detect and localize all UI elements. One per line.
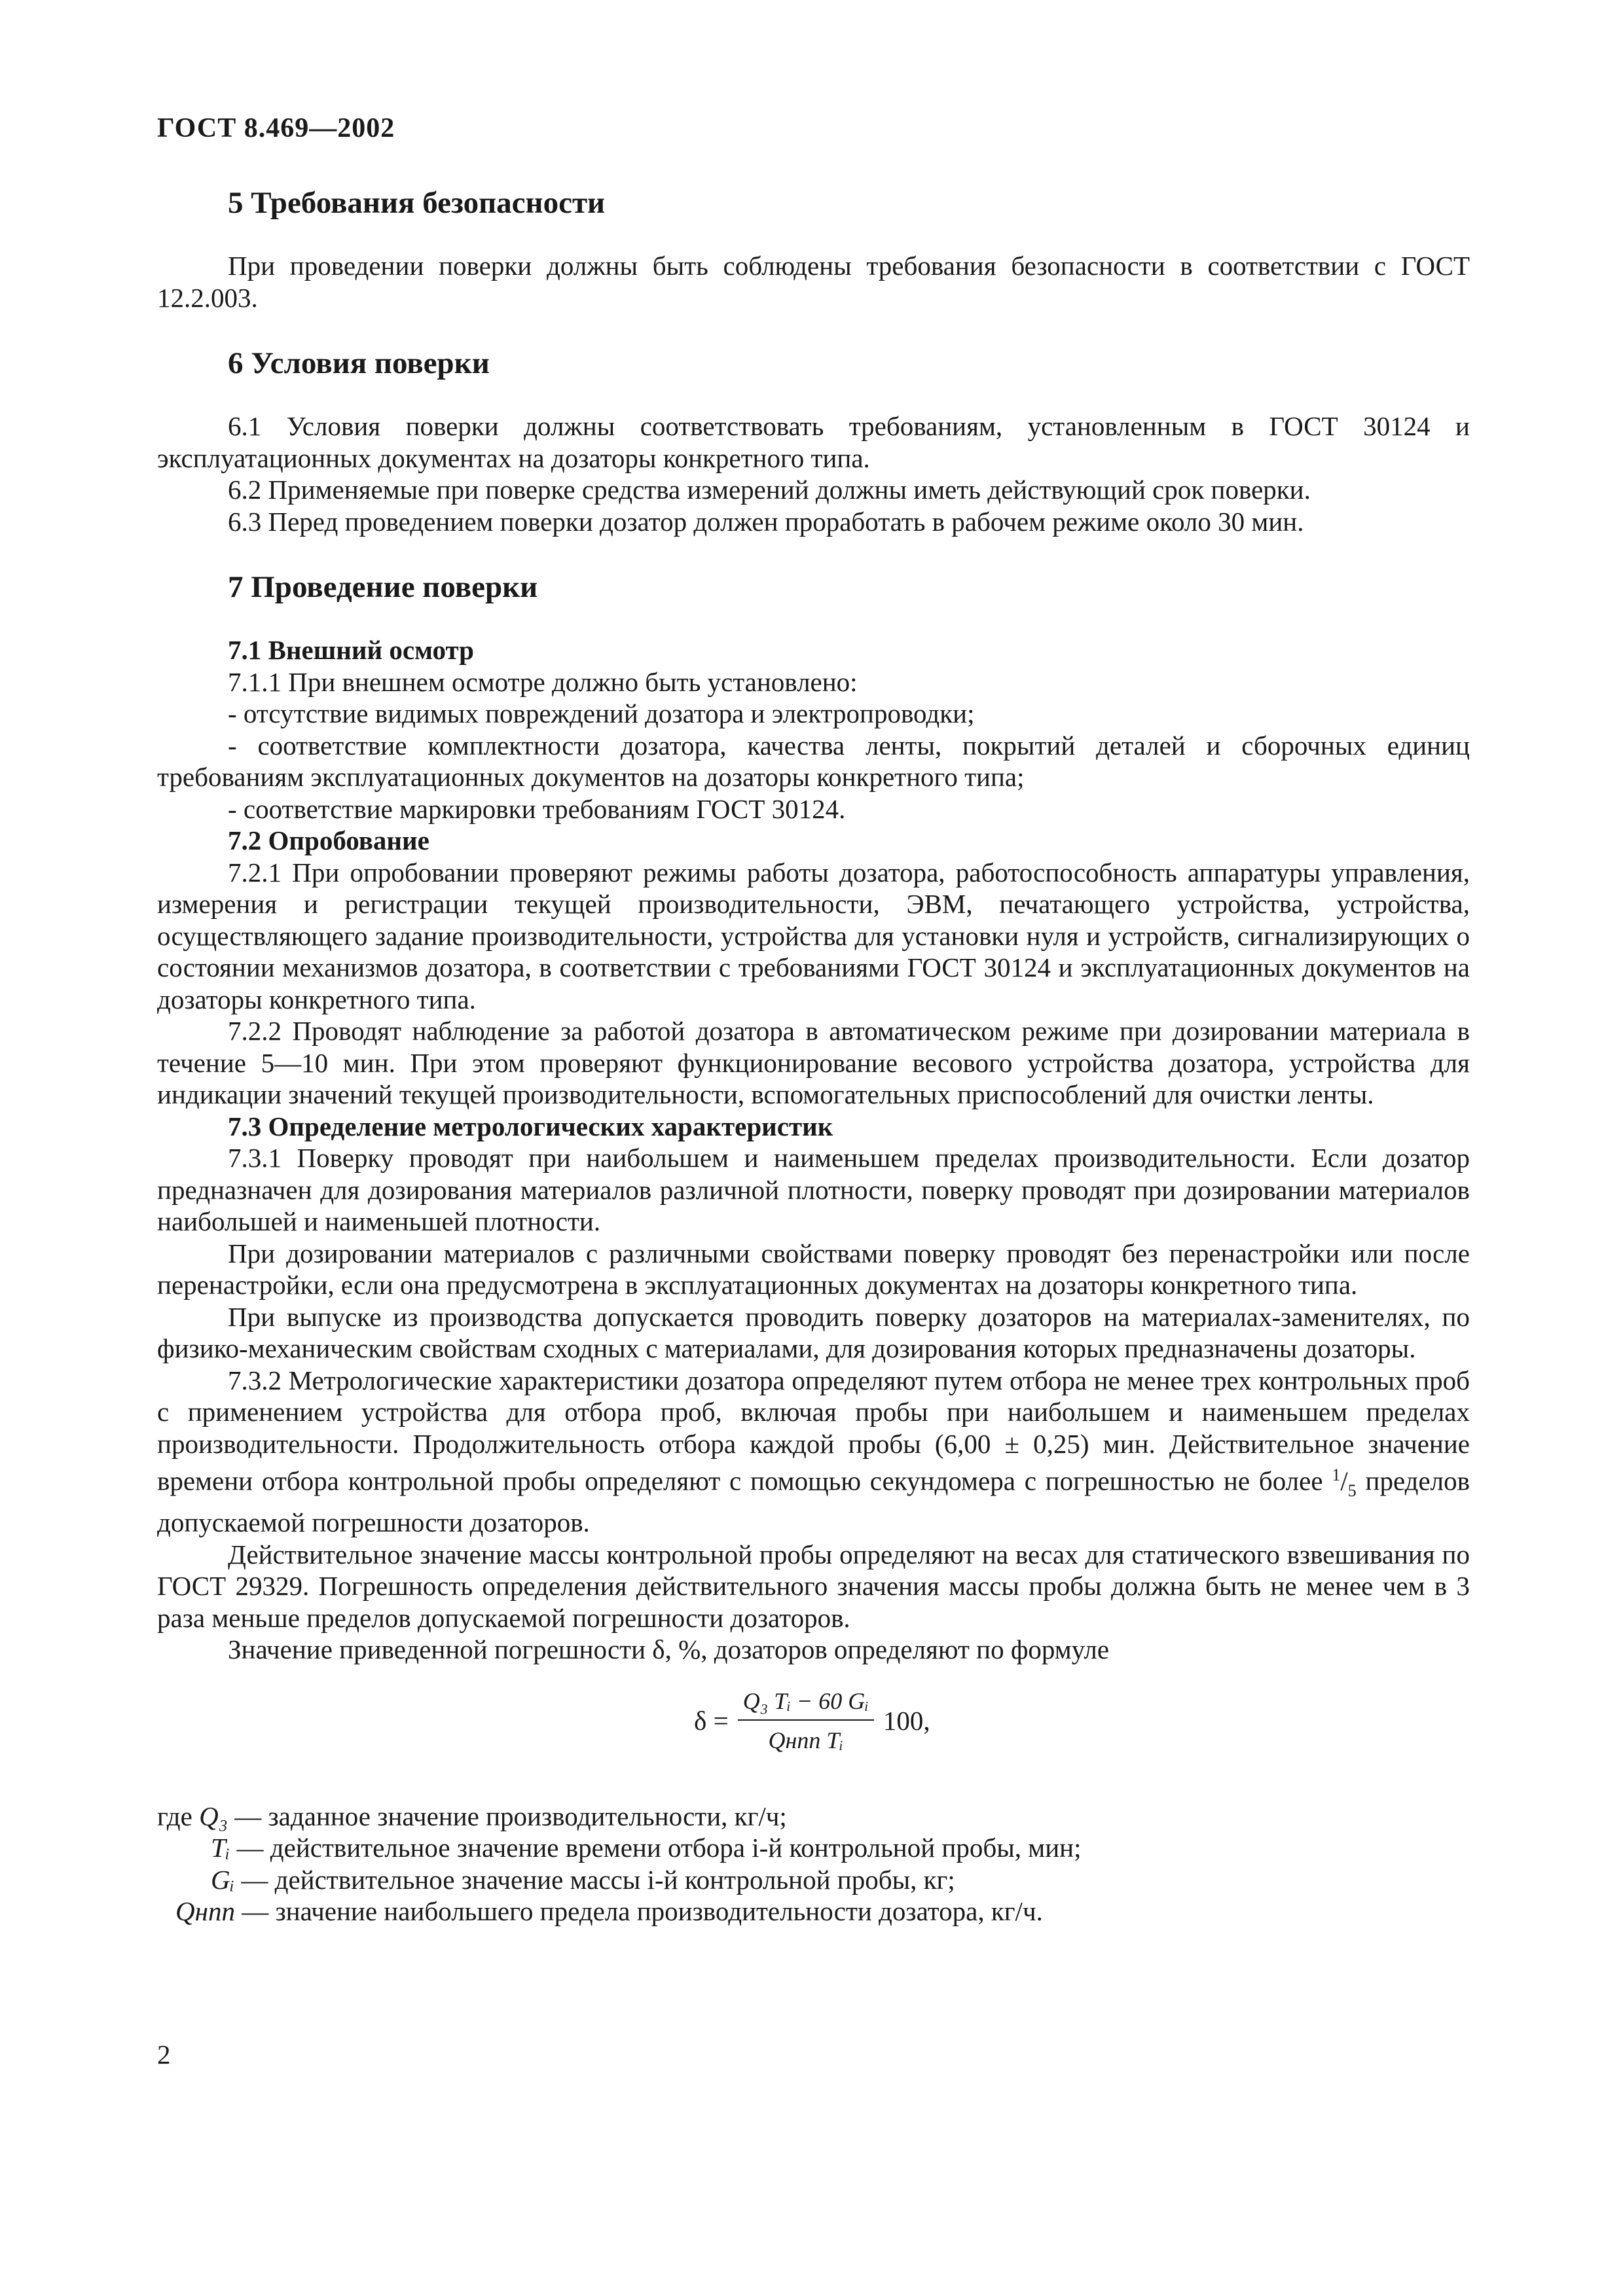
clause-7-1-title: 7.1 Внешний осмотр <box>228 635 474 665</box>
formula-lhs: δ = <box>694 1706 729 1736</box>
clause-7-3-1-para-2: При дозировании материалов с различными свойствами поверку проводят без перенастройки или после перенастройки, если она предусмотрена в эксплуатационных документах на дозаторы конкретного типа. <box>157 1238 1470 1300</box>
list-item: - соответствие маркировки требованиям ГОСТ 30124. <box>228 793 846 824</box>
clause-7-3-2: 7.3.2 Метрологические характеристики дозатора определяют путем отбора не менее трех контрольных проб с применением устройства для отбора проб, включая пробы при наибольшем и наименьшем пределах производительности. Продолжительность отбора каждой пробы (6,00 ± 0,25) мин. Действительное значение времени отбора контрольной пробы определяют с помощью секундомера с погрешностью не более $^1/_5$ пределов допускаемой погрешности дозаторов. <box>157 1365 1470 1538</box>
clause-6-1: 6.1 Условия поверки должны соответствовать требованиям, установленным в ГОСТ 30124 и эксплуатационных документах на дозаторы конкретного типа. <box>157 411 1470 473</box>
formula-numerator: Q₃ Tᵢ − 60 Gᵢ <box>738 1685 874 1721</box>
fraction-numerator: 1 <box>1332 1465 1341 1484</box>
formula-multiplier: 100, <box>883 1706 930 1736</box>
clause-7-3-2-para-2: Действительное значение массы контрольной пробы определяют на весах для статического взвешивания по ГОСТ 29329. Погрешность определения действительного значения массы пробы должна быть не менее чем в 3 раза меньше пределов допускаемой погрешности дозаторов. <box>157 1539 1470 1633</box>
standard-header: ГОСТ 8.469—2002 <box>157 113 395 143</box>
clause-7-3-title: 7.3 Определение метрологических характеристик <box>228 1111 833 1141</box>
clause-7-3-2-para-3: Значение приведенной погрешности δ, %, дозаторов определяют по формуле <box>228 1634 1110 1665</box>
section-6-title: 6 Условия поверки <box>228 346 490 380</box>
clause-7-1-1: 7.1.1 При внешнем осмотре должно быть установлено: <box>228 666 858 697</box>
clause-7-3-1-para-3: При выпуске из производства допускается проводить поверку дозаторов на материалах-заменителях, по физико-механическим свойствам сходных с материалами, для дозирования которых предназначены дозаторы. <box>157 1301 1470 1363</box>
legend-row-gi: Gᵢ — действительное значение массы i-й контрольной пробы, кг; <box>211 1864 955 1895</box>
list-item: - отсутствие видимых повреждений дозатора и электропроводки; <box>228 698 975 728</box>
clause-7-3-1: 7.3.1 Поверку проводят при наибольшем и наименьшем пределах производительности. Если дозатор предназначен для дозирования материалов различной плотности, поверку проводят при дозировании материалов наибольшей и наименьшей плотности. <box>157 1143 1470 1236</box>
formula-legend <box>157 1801 1470 1928</box>
clause-7-2-2: 7.2.2 Проводят наблюдение за работой дозатора в автоматическом режиме при дозировании материала в течение 5—10 мин. При этом проверяют функционирование весового устройства дозатора, устройства для индикации значений текущей производительности, вспомогательных приспособлений для очистки ленты. <box>157 1016 1470 1109</box>
document-body <box>157 183 1470 1928</box>
error-formula <box>157 1679 1470 1777</box>
formula-denominator: Qнпп Tᵢ <box>768 1727 844 1754</box>
section-5-title: 5 Требования безопасности <box>228 186 606 220</box>
fraction-denominator: 5 <box>1347 1480 1357 1500</box>
clause-6-2: 6.2 Применяемые при поверке средства измерений должны иметь действующий срок поверки. <box>228 475 1311 505</box>
page-number: 2 <box>157 2039 171 2070</box>
clause-7-2-1: 7.2.1 При опробовании проверяют режимы работы дозатора, работоспособность аппаратуры управления, измерения и регистрации текущей производительности, ЭВМ, печатающего устройства, устройства, осуществляющего задание производительности, устройства для установки нуля и устройств, сигнализирующих о состоянии механизмов дозатора, в соответствии с требованиями ГОСТ 30124 и эксплуатационных документов на дозаторы конкретного типа. <box>157 857 1470 1014</box>
clause-7-2-title: 7.2 Опробование <box>228 825 429 855</box>
formula-fraction <box>738 1685 874 1757</box>
list-item: - соответствие комплектности дозатора, качества ленты, покрытий деталей и сборочных единиц требованиям эксплуатационных документов на дозаторы конкретного типа; <box>157 730 1470 792</box>
legend-row-ti: Tᵢ — действительное значение времени отбора i-й контрольной пробы, мин; <box>211 1833 1082 1863</box>
legend-row-q3: где Q₃ — заданное значение производительности, кг/ч; <box>157 1801 787 1831</box>
section-7-title: 7 Проведение поверки <box>228 570 538 604</box>
legend-row-qnpp: Qнпп — значение наибольшего предела производительности дозатора, кг/ч. <box>175 1896 1043 1927</box>
clause-6-3: 6.3 Перед проведением поверки дозатор должен проработать в рабочем режиме около 30 мин. <box>228 506 1304 537</box>
section-5-paragraph: При проведении поверки должны быть соблюдены требования безопасности в соответствии с ГОСТ 12.2.003. <box>157 251 1470 313</box>
